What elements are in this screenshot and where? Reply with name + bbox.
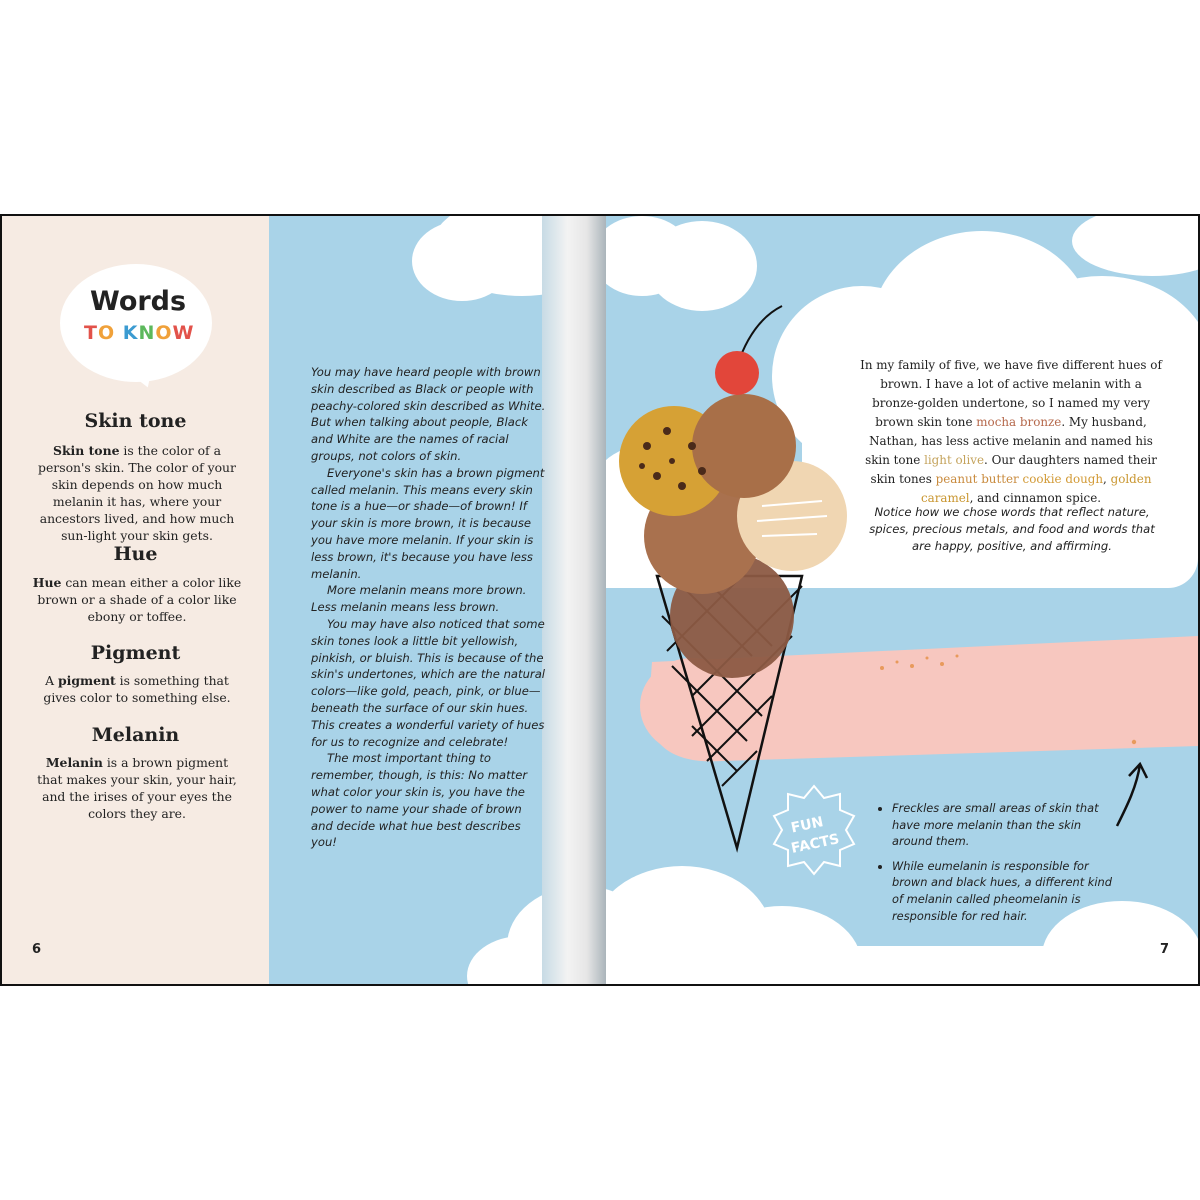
heading-to-know bbox=[84, 322, 195, 344]
body-text bbox=[311, 364, 547, 851]
fun-facts-line1: FUN bbox=[789, 814, 825, 837]
definition-bold: Melanin bbox=[45, 755, 103, 770]
notice-text: Notice how we chose words that reflect nature, spices, precious metals, and food and words that are happy, positive, and affirming. bbox=[869, 505, 1155, 553]
definition-text: is something that gives color to something else. bbox=[43, 673, 231, 705]
book-gutter bbox=[542, 216, 606, 984]
definition-text: is the color of a person's skin. The color of your skin depends on how much melanin it has, where your ancestors lived, and how much sun-light your skin gets. bbox=[38, 443, 236, 543]
hue-cinnamon-spice: cinnamon spice bbox=[1003, 491, 1098, 505]
term-melanin: Melanin bbox=[91, 724, 180, 746]
separator: , bbox=[1103, 472, 1111, 486]
fact-item: • While eumelanin is responsible for brown and black hues, a different kind of melanin called pheomelanin is responsible for red hair. bbox=[892, 858, 1112, 924]
text: In my family of five, we have five different hues of brown. I have a lot of active melanin with a bronze-golden undertone, so I named my very brown skin tone bbox=[860, 358, 1162, 429]
family-hues-text bbox=[858, 356, 1164, 508]
page-number-right: 7 bbox=[1160, 942, 1170, 957]
page-number-left: 6 bbox=[32, 942, 42, 957]
heading-letter bbox=[115, 322, 123, 344]
hue-peanut-butter: peanut butter bbox=[935, 472, 1019, 486]
paragraph: More melanin means more brown. Less melanin means less brown. bbox=[311, 583, 527, 615]
definition-melanin bbox=[32, 754, 242, 822]
fun-facts-badge bbox=[774, 786, 854, 874]
definition-text: can mean either a color like brown or a shade of a color like ebony or toffee. bbox=[37, 575, 242, 624]
heading-letter: T bbox=[84, 322, 98, 344]
hue-light-olive: light olive bbox=[924, 453, 985, 467]
paragraph: The most important thing to remember, though, is this: No matter what color your skin is, you have the power to name your shade of brown and decide what hue best describes you! bbox=[311, 751, 528, 850]
heading-letter: W bbox=[172, 322, 195, 344]
hue-golden-caramel: golden caramel bbox=[920, 472, 1152, 505]
definition-skin-tone bbox=[32, 442, 242, 544]
cherry bbox=[715, 351, 759, 395]
text: . bbox=[1097, 491, 1102, 505]
term-skin-tone: Skin tone bbox=[84, 410, 187, 432]
arrow bbox=[1117, 764, 1140, 826]
text: . Our daughters named their skin tones bbox=[870, 453, 1157, 486]
fact-item: • Freckles are small areas of skin that have more melanin than the skin around them. bbox=[892, 800, 1112, 850]
paragraph: You may have also noticed that some skin tones look a little bit yellowish, pinkish, or bluish. This is because of the skin's undertones, which are the natural colors—like gold, peach, pink, or blue—beneath the surface of our skin hues. This creates a wonderful variety of hues for us to recognize and celebrate! bbox=[311, 616, 546, 749]
definition-pigment bbox=[32, 672, 242, 706]
book-spread bbox=[0, 214, 1200, 986]
heading-letter: K bbox=[122, 322, 139, 344]
definition-text: is a brown pigment that makes your skin, your hair, and the irises of your eyes the colors they are. bbox=[37, 755, 237, 821]
definition-prefix: A bbox=[45, 673, 58, 688]
fun-facts-line2: FACTS bbox=[789, 831, 841, 857]
heading-letter: O bbox=[155, 322, 173, 344]
paragraph: You may have heard people with brown skin described as Black or people with peachy-colored skin described as White. But when talking about people, Black and White are the names of racial groups, not colors of skin. bbox=[311, 365, 546, 463]
glossary-panel bbox=[2, 216, 269, 984]
definition-hue bbox=[32, 574, 242, 625]
hue-mocha-bronze: mocha bronze bbox=[976, 415, 1062, 429]
text: . My husband, Nathan, has less active melanin and named his skin tone bbox=[865, 415, 1153, 467]
definition-bold: Skin tone bbox=[53, 443, 120, 458]
heading-words: Words bbox=[90, 286, 187, 317]
definition-bold: pigment bbox=[57, 673, 116, 688]
hue-cookie-dough: cookie dough bbox=[1022, 472, 1104, 486]
heading-letter: O bbox=[97, 322, 116, 344]
term-hue: Hue bbox=[113, 543, 158, 565]
scoop-top bbox=[692, 394, 796, 498]
definition-bold: Hue bbox=[32, 575, 62, 590]
words-to-know-bubble bbox=[60, 264, 212, 382]
term-pigment: Pigment bbox=[90, 642, 181, 664]
heading-letter: N bbox=[138, 322, 156, 344]
fun-facts-list bbox=[872, 800, 1112, 932]
paragraph: Everyone's skin has a brown pigment called melanin. This means every skin tone is a hue—or shade—of brown! If your skin is more brown, it is because you have more melanin. If your skin is less brown, it's because you have less melanin. bbox=[311, 465, 545, 581]
separator: , and bbox=[969, 491, 1004, 505]
